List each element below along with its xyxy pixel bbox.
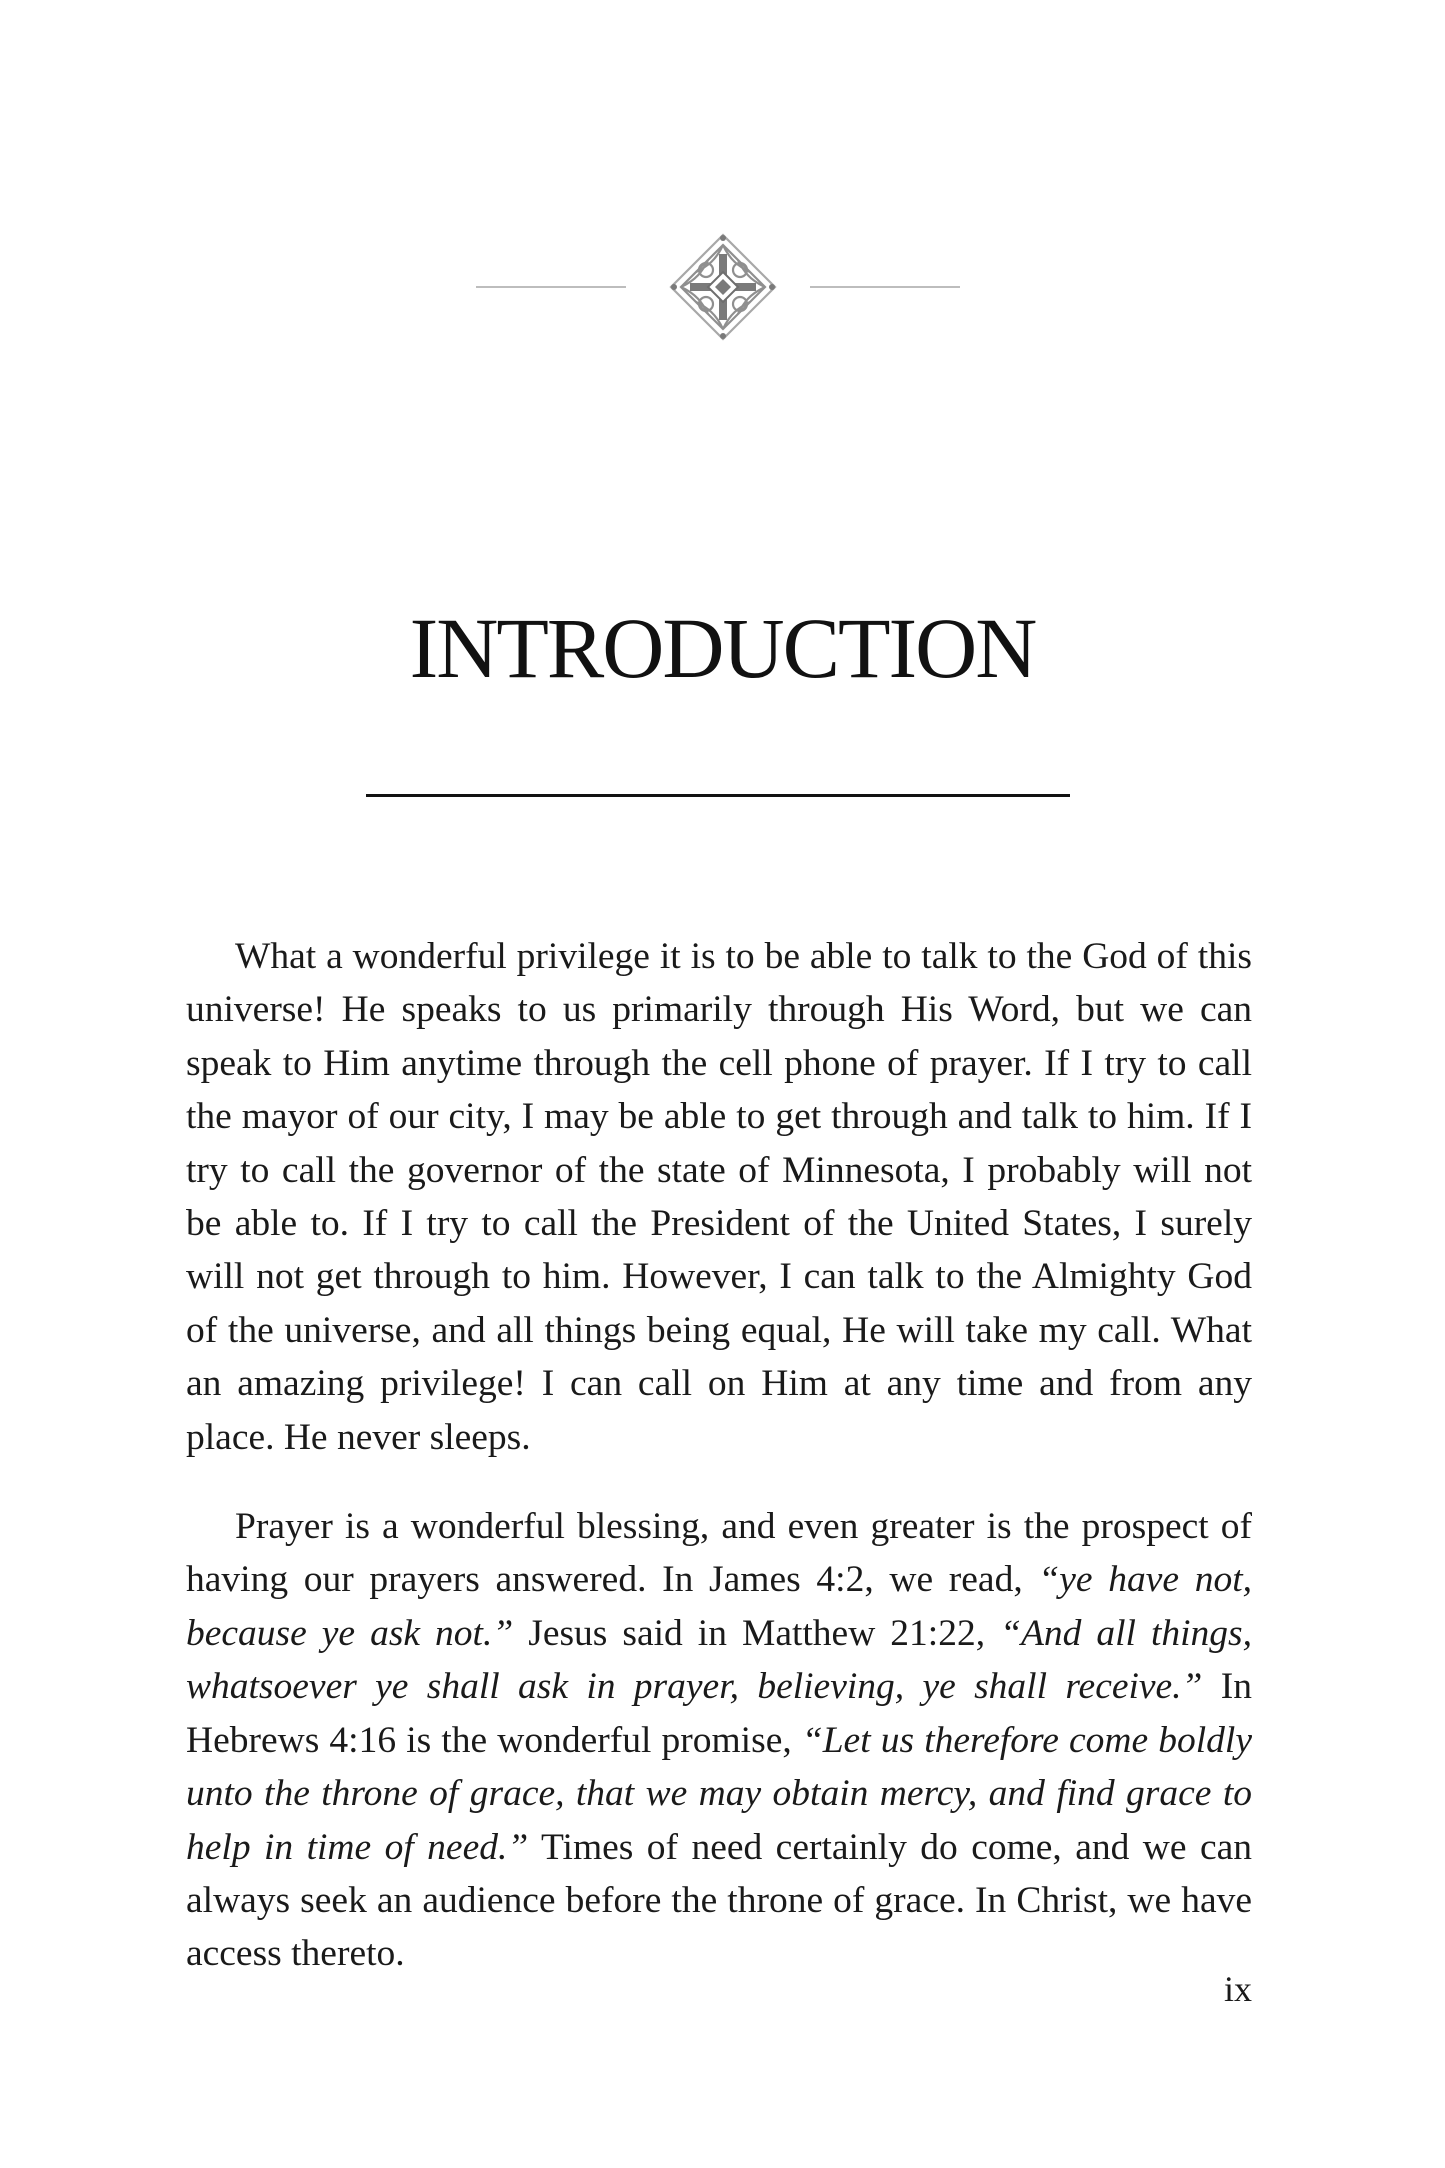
body-paragraph: [186, 1500, 1252, 1981]
text-run: In Hebrews 4:16 is the wonderful promise,: [186, 1666, 1252, 1761]
text-run: Prayer is a wonderful blessing, and even greater is the prospect of having our prayers answered. In James 4:2, we read,: [186, 1506, 1252, 1601]
body-paragraph: [186, 930, 1252, 1464]
diamond-flourish-icon: [668, 232, 778, 342]
scripture-quote: “And all things, whatsoever ye shall ask in prayer, believing, ye shall receive.”: [186, 1612, 1253, 1708]
chapter-ornament: [0, 232, 1445, 342]
text-run: Jesus said in Matthew 21:22,: [513, 1612, 1001, 1654]
page-number: ix: [1223, 1969, 1252, 2009]
scripture-quote: “Let us therefore come boldly unto the throne of grace, that we may obtain mercy, and find grace to help in time of need.”: [186, 1719, 1252, 1868]
title-underline-rule: [366, 794, 1070, 797]
ornament-line-right: [810, 286, 960, 288]
ornament-line-left: [476, 286, 626, 288]
chapter-title: INTRODUCTION: [409, 600, 1036, 696]
body-text: [186, 930, 1252, 2017]
text-run: Times of need certainly do come, and we can always seek an audience before the throne of grace. In Christ, we have access thereto.: [186, 1826, 1252, 1975]
scripture-quote: “ye have not, because ye ask not.”: [186, 1559, 1252, 1654]
text-run: What a wonderful privilege it is to be able to talk to the God of this universe! He speaks to us primarily through His Word, but we can speak to Him anytime through the cell phone of prayer. If I try to call the mayor of our city, I may be able to get through and talk to him. If I try to call the governor of the state of Minnesota, I probably will not be able to. If I try to call the President of the United States, I surely will not get through to him. However, I can talk to the Almighty God of the universe, and all things being equal, He will take my call. What an amazing privilege! I can call on Him at any time and from any place. He never sleeps.: [186, 936, 1252, 1458]
